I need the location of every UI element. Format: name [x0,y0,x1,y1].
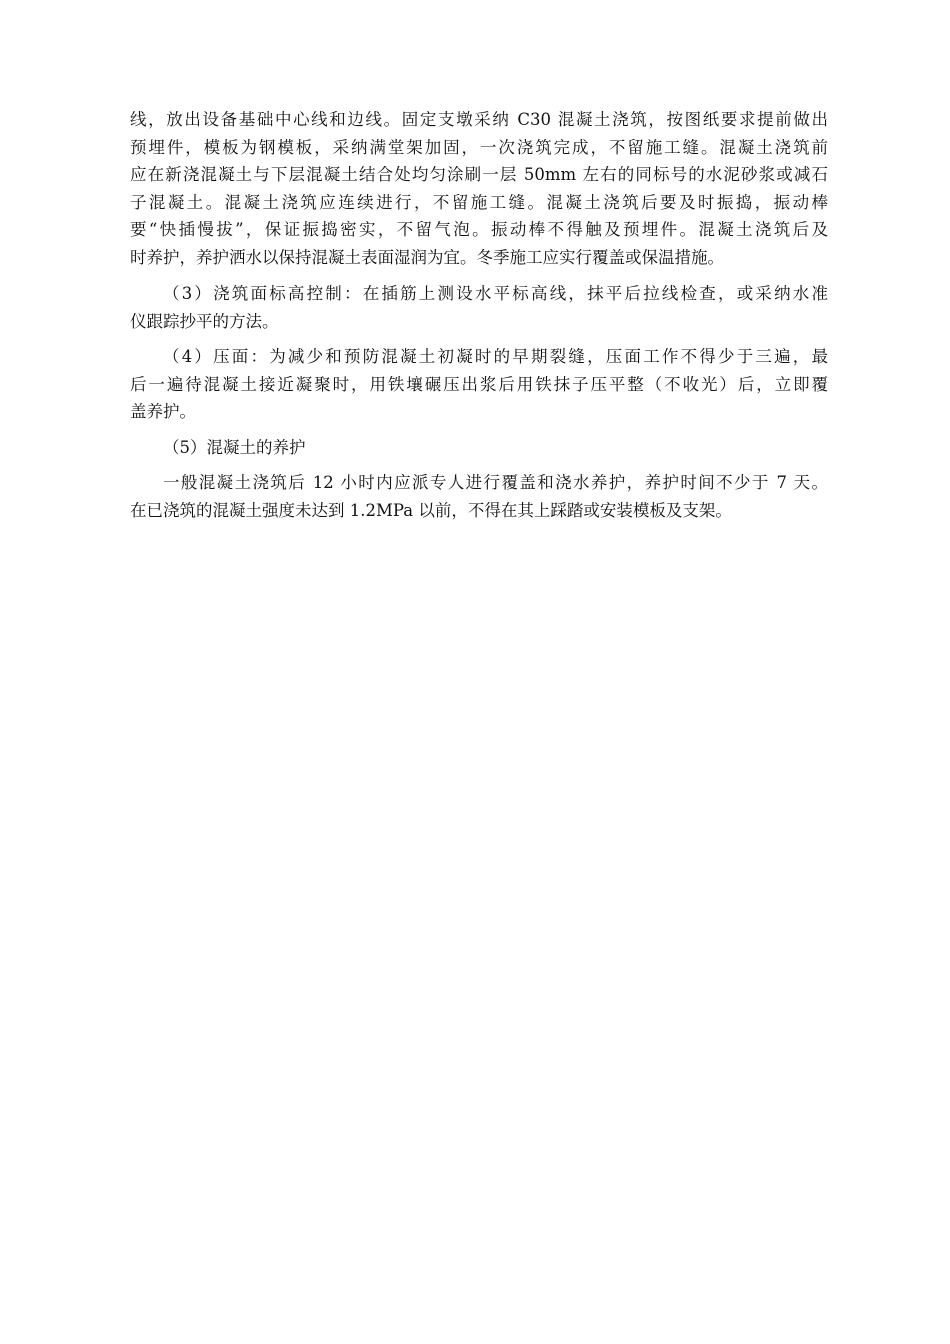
text-line: 应在新浇混凝土与下层混凝土结合处均匀涂刷一层 50mm 左右的同标号的水泥砂浆或减石 [130,165,828,184]
text-line: 子混凝土。混凝土浇筑应连续进行，不留施工缝。混凝土浇筑后要及时振捣，振动棒 [130,192,828,212]
document-page [130,106,828,532]
text-line: 预埋件，模板为钢模板，采纳满堂架加固，一次浇筑完成，不留施工缝。混凝土浇筑前 [130,137,828,157]
section-heading-curing [130,434,828,462]
text-line: 在已浇筑的混凝土强度未达到 1.2MPa 以前，不得在其上踩踏或安装模板及支架。 [130,500,732,520]
text-line: （5）混凝土的养护 [163,437,306,457]
text-line: 线，放出设备基础中心线和边线。固定支墩采纳 C30 混凝土浇筑，按图纸要求提前做出 [130,110,828,129]
paragraph-foundation-concrete [130,106,828,271]
text-line: （4）压面：为减少和预防混凝土初凝时的早期裂缝，压面工作不得少于三遍，最 [163,347,828,366]
text-line: 一般混凝土浇筑后 12 小时内应派专人进行覆盖和浇水养护，养护时间不少于 7 天。 [163,473,828,492]
text-line: （3）浇筑面标高控制：在插筋上测设水平标高线，抹平后拉线检查，或采纳水准 [163,284,828,303]
text-line: 后一遍待混凝土接近凝聚时，用铁壤碾压出浆后用铁抹子压平整（不收光）后，立即覆 [130,374,828,394]
paragraph-surface-pressing [130,343,828,426]
text-line: 盖养护。 [130,402,196,421]
text-line: 要“快插慢拔”，保证振捣密实，不留气泡。振动棒不得触及预埋件。混凝土浇筑后及 [130,220,828,239]
text-line: 时养护，养护洒水以保持混凝土表面湿润为宜。冬季施工应实行覆盖或保温措施。 [130,247,724,267]
paragraph-curing [130,469,828,524]
text-line: 仪跟踪抄平的方法。 [130,311,279,331]
paragraph-elevation-control [130,280,828,335]
